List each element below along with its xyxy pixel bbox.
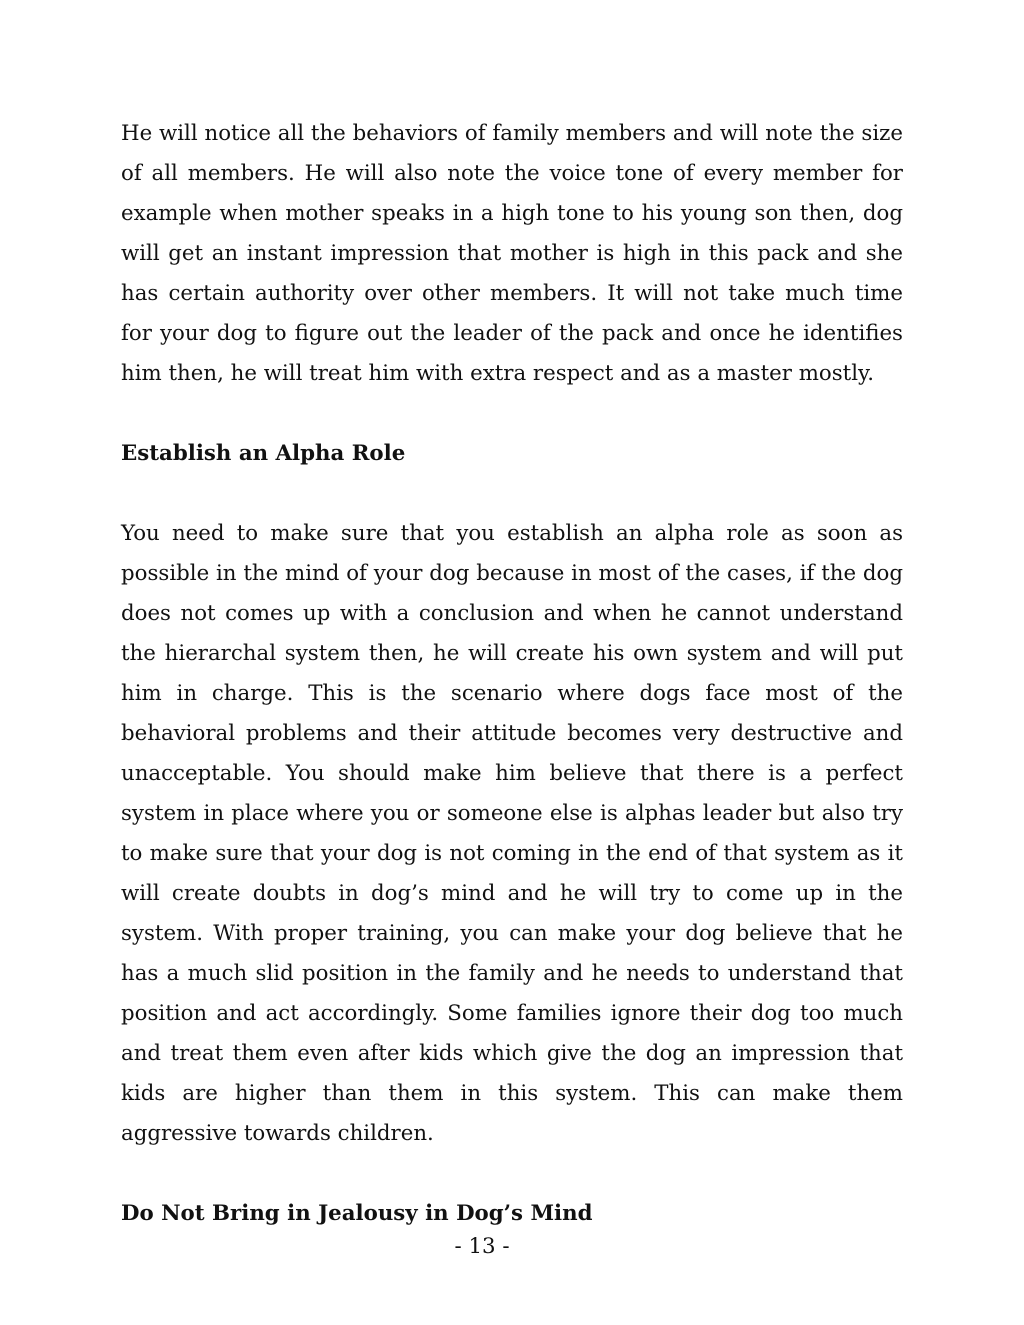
section-heading: Do Not Bring in Jealousy in Dog’s Mind — [121, 1201, 593, 1226]
body-paragraph: He will notice all the behaviors of family members and will note the size of all members. He will also note the voice tone of every member for example when mother speaks in a high tone to his young son then, dog will get an instant impression that mother is high in this pack and she has certain authority over other members. It will not take much time for your dog to figure out the leader of the pack and once he identifies him then, he will treat him with extra respect and as a master mostly. — [121, 121, 903, 386]
page-number: - 13 - — [454, 1234, 510, 1259]
body-paragraph: You need to make sure that you establish an alpha role as soon as possible in the mind of your dog because in most of the cases, if the dog does not comes up with a conclusion and when he cannot understand the hierarchal system then, he will create his own system and will put him in charge. This is the scenario where dogs face most of the behavioral problems and their attitude becomes very destructive and unacceptable. You should make him believe that there is a perfect system in place where you or someone else is alphas leader but also try to make sure that your dog is not coming in the end of that system as it will create doubts in dog’s mind and he will try to come up in the system. With proper training, you can make your dog believe that he has a much slid position in the family and he needs to understand that position and act accordingly. Some families ignore their dog too much and treat them even after kids which give the dog an impression that kids are higher than them in this system. This can make them aggressive towards children. — [121, 521, 903, 1146]
document-page — [121, 114, 903, 1234]
section-heading: Establish an Alpha Role — [121, 441, 406, 466]
